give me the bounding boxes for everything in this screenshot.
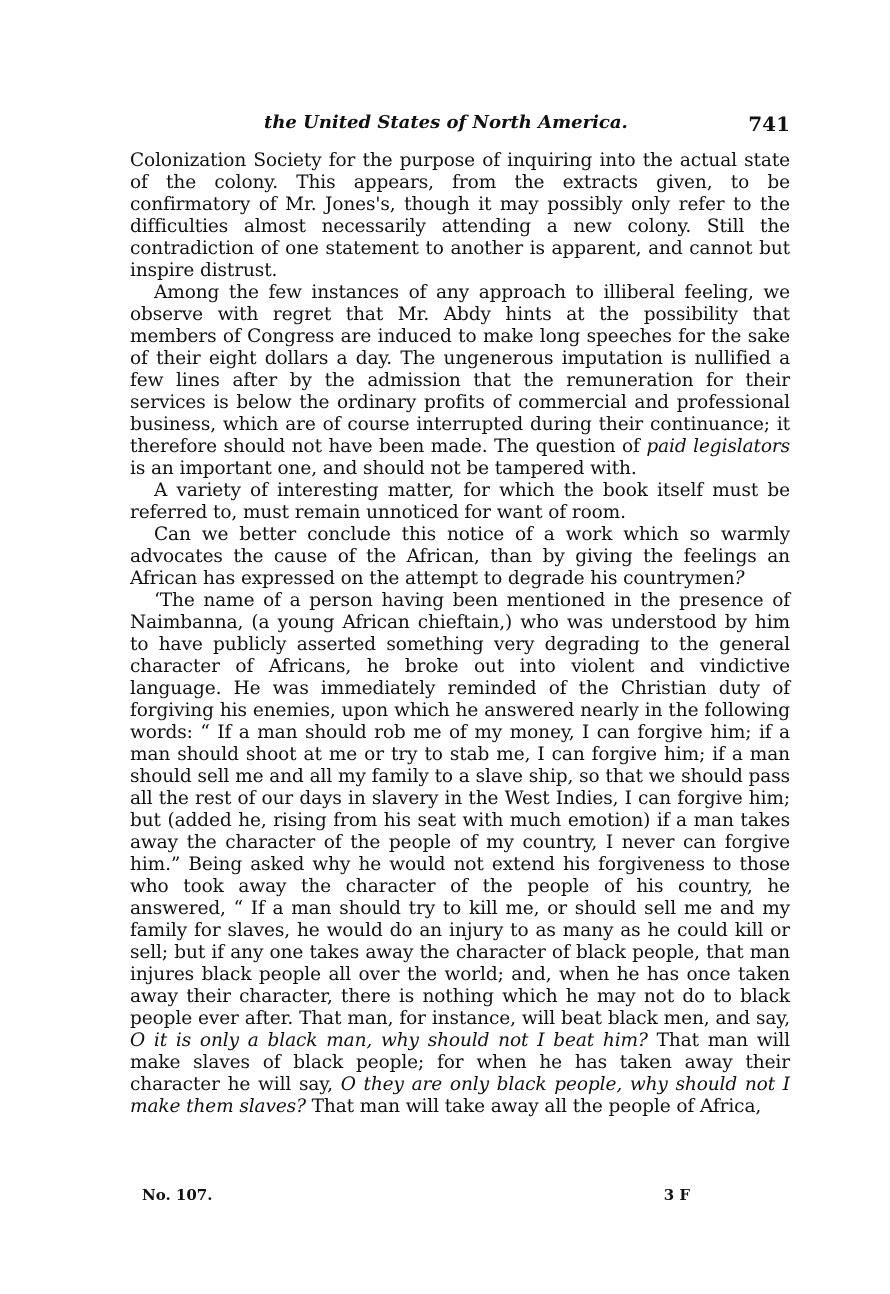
text-run: Among the few instances of any approach to illiberal feeling, we observe with regret that Mr. Abdy hints at the possibility that members of Congress are induced to make long speeches for the sake of their eight dollars a day. The ungenerous imputation is nullified a few lines after by the admission that the remuneration for their services is below the ordinary profits of commercial and professional business, which are of course interrupted during their continuance; it therefore should not have been made. The question of bbox=[130, 282, 790, 457]
page-footer bbox=[142, 1186, 690, 1206]
paragraph bbox=[130, 480, 790, 524]
body-text bbox=[130, 150, 790, 1118]
text-run: is an important one, and should not be tampered with. bbox=[130, 458, 637, 479]
page-number: 741 bbox=[748, 112, 790, 136]
text-run: A variety of interesting matter, for which the book itself must be referred to, must remain unnoticed for want of room. bbox=[130, 480, 790, 523]
paragraph bbox=[130, 282, 790, 480]
paragraph bbox=[130, 524, 790, 590]
italic-run: paid legislators bbox=[646, 436, 791, 457]
italic-run: O it is only a black man, why should not I beat him? bbox=[130, 1030, 648, 1051]
issue-number: No. 107. bbox=[142, 1186, 213, 1204]
text-run: That man will make slaves of black people; for when he has taken away their character he will say, bbox=[130, 1030, 790, 1095]
running-head: the United States of North America. bbox=[264, 112, 628, 133]
signature-mark: 3 F bbox=[663, 1186, 690, 1204]
text-run: Can we better conclude this notice of a work which so warmly advocates the cause of the African, than by giving the feelings an African has expressed on the attempt to degrade his countrymen bbox=[130, 524, 790, 589]
text-run: ‘The name of a person having been mentioned in the presence of Naimbanna, (a young African chieftain,) who was understood by him to have publicly asserted something very degrading to the general character of Africans, he broke out into violent and vindictive language. He was immediately reminded of the Christian duty of forgiving his enemies, upon which he answered nearly in the following words: “ If a man should rob me of my money, I can forgive him; if a man should shoot at me or try to stab me, I can forgive him; if a man should sell me and all my family to a slave ship, so that we should pass all the rest of our days in slavery in the West Indies, I can forgive him; but (added he, rising from his seat with much emotion) if a man takes away the character of the people of my country, I never can forgive him.” Being asked why he would not extend his forgiveness to those who took away the character of the people of his country, he answered, “ If a man should try to kill me, or should sell me and my family for slaves, he would do an injury to as many as he could kill or sell; but if any one takes away the character of black people, that man injures black people all over the world; and, when he has once taken away their character, there is nothing which he may not do to black people ever after. That man, for instance, will beat black men, and say, bbox=[130, 590, 790, 1029]
page-header bbox=[130, 112, 790, 136]
text-run: That man will take away all the people of Africa, bbox=[305, 1096, 762, 1117]
italic-run: O they are only black people, why should not I make them slaves? bbox=[130, 1074, 791, 1117]
paragraph bbox=[130, 590, 790, 1118]
italic-run: ? bbox=[734, 568, 745, 589]
text-run: Colonization Society for the purpose of inquiring into the actual state of the colony. This appears, from the extracts given, to be confirmatory of Mr. Jones's, though it may possibly only refer to the difficulties almost necessarily attending a new colony. Still the contradiction of one statement to another is apparent, and cannot but inspire distrust. bbox=[130, 150, 790, 281]
paragraph bbox=[130, 150, 790, 282]
